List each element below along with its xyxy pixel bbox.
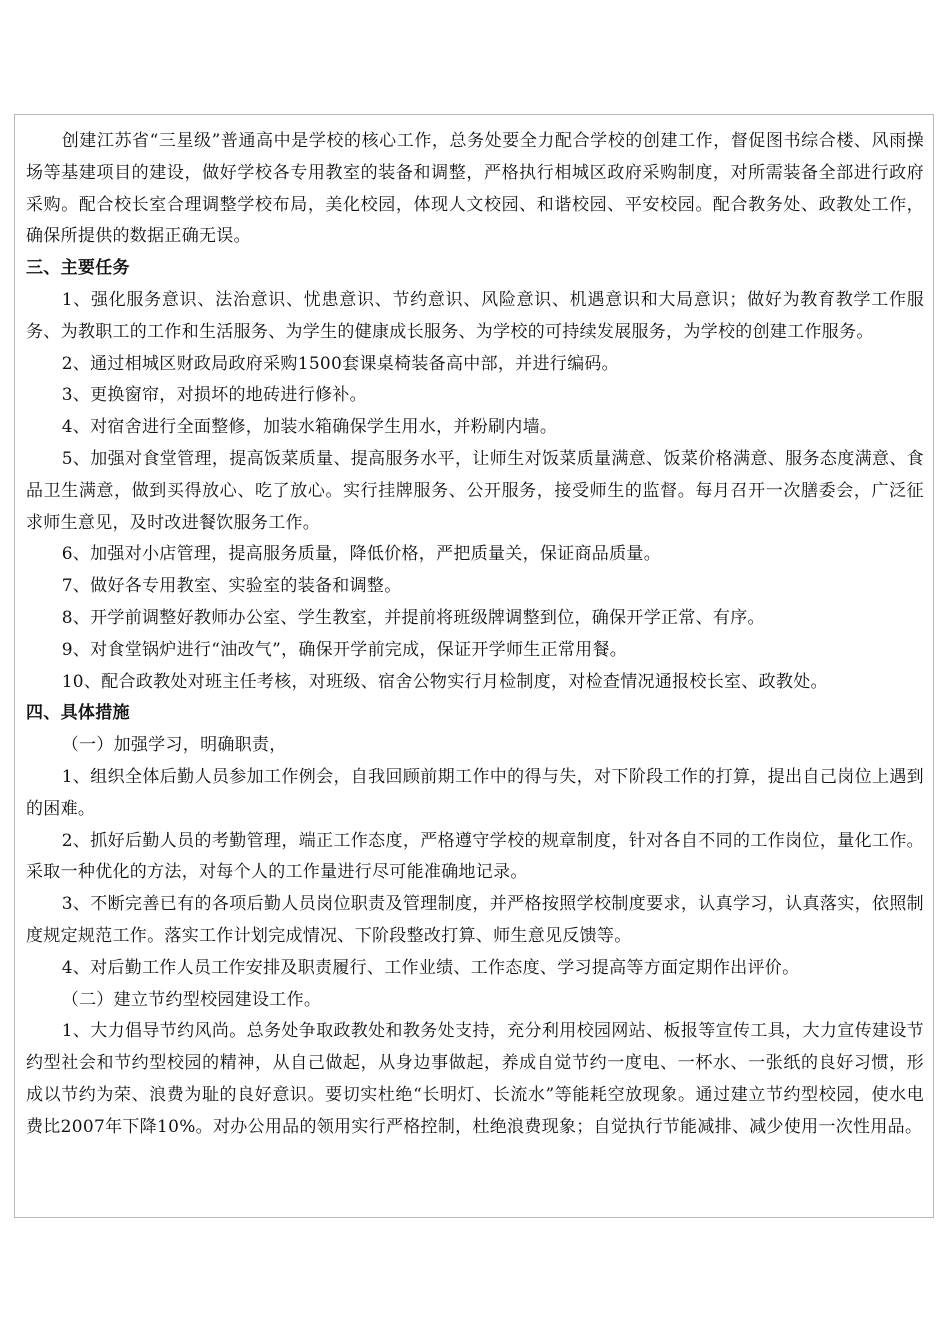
measure-item: 3、不断完善已有的各项后勤人员岗位职责及管理制度，并严格按照学校制度要求，认真学习，认真落实，依照制度规定规范工作。落实工作计划完成情况、下阶段整改打算、师生意见反馈等。 (26, 894, 924, 946)
section-heading-measures: 四、具体措施 (26, 703, 130, 724)
task-item: 1、强化服务意识、法治意识、忧患意识、节约意识、风险意识、机遇意识和大局意识；做好为教育教学工作服务、为教职工的工作和生活服务、为学生的健康成长服务、为学校的可持续发展服务，为学校的创建工作服务。 (26, 289, 924, 342)
subsection-title-study: （一）加强学习，明确职责， (61, 735, 287, 756)
task-item: 4、对宿舍进行全面整修，加装水箱确保学生用水，并粉刷内墙。 (61, 417, 558, 438)
task-item: 9、对食堂锅炉进行“油改气”，确保开学前完成，保证开学师生正常用餐。 (61, 639, 628, 660)
task-item: 3、更换窗帘，对损坏的地砖进行修补。 (61, 385, 367, 406)
subsection-title-saving: （二）建立节约型校园建设工作。 (61, 989, 322, 1010)
measure-item: 1、组织全体后勤人员参加工作例会，自我回顾前期工作中的得与失，对下阶段工作的打算，提出自己岗位上遇到的困难。 (26, 766, 924, 819)
document-body (26, 126, 924, 1144)
measure-item: 1、大力倡导节约风尚。总务处争取政教处和教务处支持，充分利用校园网站、板报等宣传工具，大力宣传建设节约型社会和节约型校园的精神，从自己做起，从身边事做起，养成自觉节约一度电、一杯水、一张纸的良好习惯，形成以节约为荣、浪费为耻的良好意识。要切实杜绝“长明灯、长流水”等能耗空放现象。通过建立节约型校园，使水电费比2007年下降10%。对办公用品的领用实行严格控制，杜绝浪费现象；自觉执行节能减排、减少使用一次性用品。 (26, 1021, 924, 1137)
task-item: 10、配合政教处对班主任考核，对班级、宿舍公物实行月检制度，对检查情况通报校长室、政教处。 (61, 671, 828, 692)
task-item: 6、加强对小店管理，提高服务质量，降低价格，严把质量关，保证商品质量。 (61, 544, 662, 565)
intro-paragraph: 创建江苏省“三星级”普通高中是学校的核心工作，总务处要全力配合学校的创建工作，督促图书综合楼、风雨操场等基建项目的建设，做好学校各专用教室的装备和调整，严格执行相城区政府采购制度，对所需装备全部进行政府采购。配合校长室合理调整学校布局，美化校园，体现人文校园、和谐校园、平安校园。配合教务处、政教处工作，确保所提供的数据正确无误。 (26, 131, 924, 247)
task-item: 5、加强对食堂管理，提高饭菜质量、提高服务水平，让师生对饭菜质量满意、饭菜价格满意、服务态度满意、食品卫生满意，做到买得放心、吃了放心。实行挂牌服务、公开服务，接受师生的监督。每月召开一次膳委会，广泛征求师生意见，及时改进餐饮服务工作。 (26, 448, 924, 533)
measure-item: 4、对后勤工作人员工作安排及职责履行、工作业绩、工作态度、学习提高等方面定期作出评价。 (61, 957, 800, 978)
section-heading-main-tasks: 三、主要任务 (26, 258, 130, 279)
task-item: 8、开学前调整好教师办公室、学生教室，并提前将班级牌调整到位，确保开学正常、有序。 (61, 607, 765, 628)
task-item: 7、做好各专用教室、实验室的装备和调整。 (61, 576, 402, 597)
task-item: 2、通过相城区财政局政府采购1500套课桌椅装备高中部，并进行编码。 (61, 353, 619, 374)
measure-item: 2、抓好后勤人员的考勤管理，端正工作态度，严格遵守学校的规章制度，针对各自不同的工作岗位，量化工作。采取一种优化的方法，对每个人的工作量进行尽可能准确地记录。 (26, 830, 924, 883)
